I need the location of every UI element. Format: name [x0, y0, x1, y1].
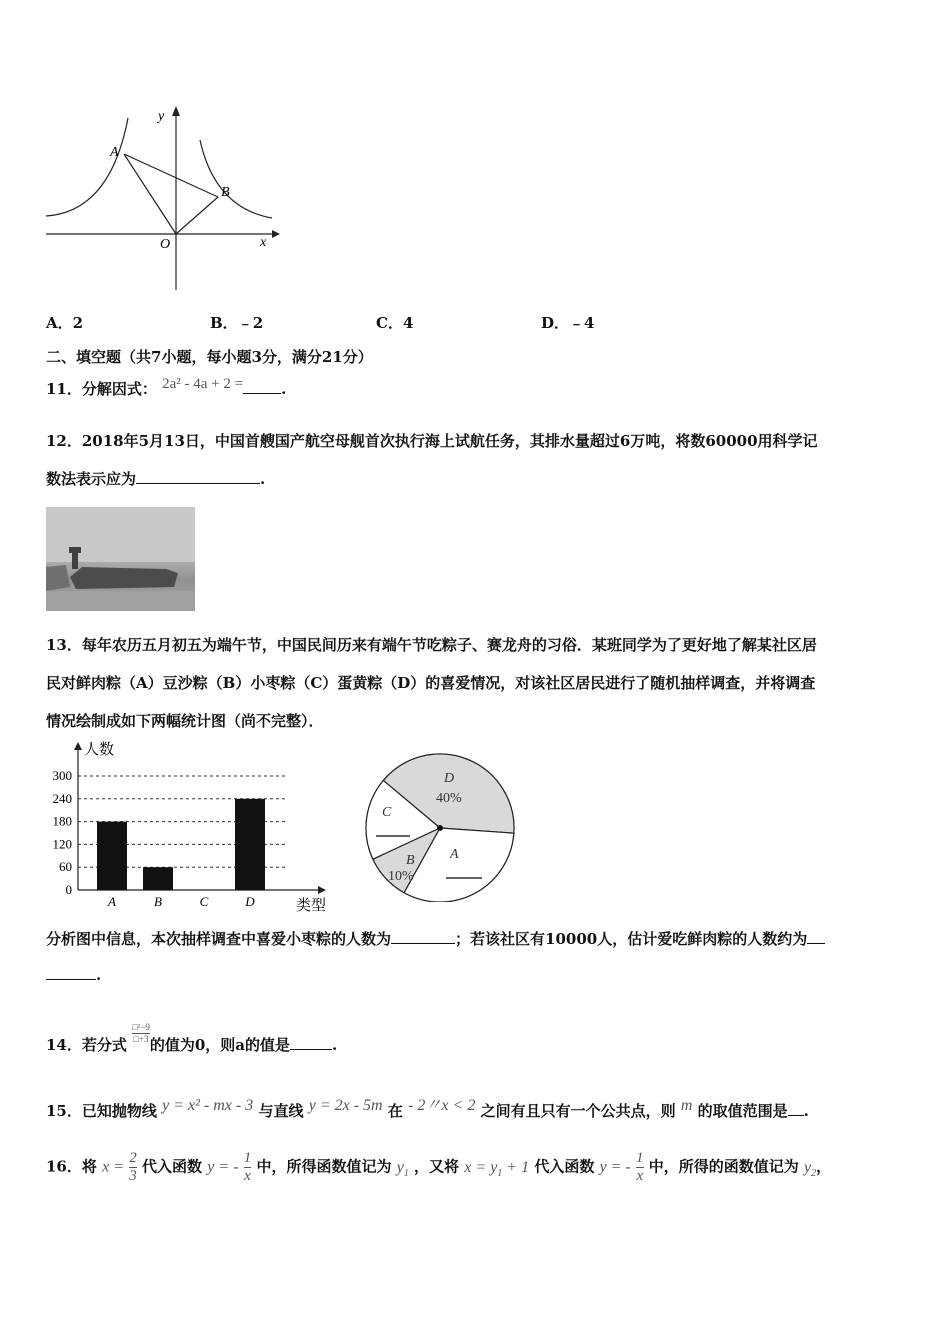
pie-chart: [360, 752, 525, 902]
q13-blank-2a[interactable]: [807, 943, 825, 944]
q13-analysis-cont: .: [46, 966, 101, 984]
q11-expression: 2a² - 4a + 2 =: [162, 376, 244, 392]
label-A: A: [450, 847, 459, 862]
point-a-label: A: [110, 145, 119, 160]
label-B-percent: 10%: [388, 869, 414, 884]
left-branch-curve: [46, 118, 128, 216]
q15-m: m: [680, 1097, 693, 1114]
y-axis-arrow: [172, 106, 180, 116]
q13-blank-1[interactable]: [391, 943, 455, 944]
label-C: C: [382, 805, 392, 820]
label-B: B: [406, 853, 415, 868]
q13-line-3: 情况绘制成如下两幅统计图（尚不完整）．: [46, 712, 324, 730]
y-tick-label: 300: [52, 768, 72, 783]
q13-line-2: 民对鲜肉粽（A）豆沙粽（B）小枣粽（C）蛋黄粽（D）的喜爱情况，对该社区居民进行了随机抽样调查，并将调查: [46, 674, 816, 692]
y-axis-label: 人数: [84, 740, 115, 758]
bar-B: [143, 867, 173, 890]
question-16: 16．将 x = $\frac{2}{3}$ 代入函数 y = - $\frac{1}{x}$ 中，所得函数值记为 $y_1$ ，又将 $x = y_1 + 1$ 代入函数 y = - $\frac{1}{x}$ 中，所得的函数值记为 $y_2$，: [46, 1150, 832, 1184]
option-c[interactable]: C．4: [376, 314, 414, 332]
y-tick-label: 60: [59, 859, 72, 875]
x-axis-arrow: [318, 886, 326, 894]
q15-line: y = 2x - 5m: [308, 1097, 383, 1114]
q16-fraction-2-3: $\frac{2}{3}$: [129, 1150, 137, 1184]
option-a[interactable]: A．2: [46, 314, 84, 332]
y-tick-label: 240: [52, 790, 72, 806]
x-tick-label: A: [108, 894, 116, 909]
x-label: x: [260, 235, 267, 250]
segment-ob: [176, 197, 218, 234]
carrier-photo-drawing: [46, 507, 195, 611]
q15-interval: - 2〃x < 2: [408, 1097, 476, 1114]
x-axis-arrow: [272, 230, 280, 238]
x-tick-label: B: [154, 894, 162, 909]
y-axis-arrow: [74, 742, 82, 750]
bar-A: [97, 822, 127, 890]
label-D: D: [444, 771, 455, 786]
q13-analysis: 分析图中信息，本次抽样调查中喜爱小枣粽的人数为 ；若该社区有10000人，估计爱吃鲜肉粽的人数约为: [46, 928, 825, 949]
q16-fraction-1-x-second: $\frac{1}{x}$: [636, 1150, 644, 1184]
y-label: y: [158, 109, 165, 124]
q15-answer-blank[interactable]: [788, 1115, 804, 1116]
y-tick-label: 180: [52, 813, 72, 829]
q12-line-2: 数法表示应为 .: [46, 470, 266, 488]
x-tick-label: C: [199, 894, 209, 909]
q14-fraction: $\frac{\text{□²−9}}{□+3}$: [132, 1022, 150, 1044]
q14-answer-blank[interactable]: [290, 1049, 332, 1050]
y-tick-label: 120: [52, 836, 72, 852]
q16-fraction-1-x: $\frac{1}{x}$: [243, 1150, 252, 1184]
point-b-label: B: [221, 185, 230, 200]
question-14: 14．若分式 $\frac{\text{□²−9}}{□+3}$ 的值为0，则a的值是 .: [46, 1022, 338, 1054]
origin-label: O: [160, 237, 171, 252]
q13-blank-2b[interactable]: [46, 979, 96, 980]
q11-answer-blank[interactable]: [243, 393, 281, 394]
y-tick-label: 0: [65, 882, 72, 897]
q15-parabola: y = x² - mx - 3: [162, 1097, 254, 1114]
q12-answer-blank[interactable]: [136, 483, 260, 484]
question-15: 15．已知抛物线 y = x² - mx - 3 与直线 y = 2x - 5m 在 - 2〃x < 2 之间有且只有一个公共点，则 m 的取值范围是 .: [46, 1097, 809, 1120]
function-graph: [40, 100, 280, 295]
x-tick-label: D: [245, 894, 255, 909]
q12-line-1: 12．2018年5月13日，中国首艘国产航空母舰首次执行海上试航任务，其排水量超过6万吨，将数60000用科学记: [46, 432, 818, 450]
right-branch-curve: [200, 140, 272, 218]
q13-line-1: 13．每年农历五月初五为端午节，中国民间历来有端午节吃粽子、赛龙舟的习俗．某班同学为了更好地了解某社区居: [46, 636, 817, 654]
bar-chart: [40, 738, 330, 913]
x-axis-label: 类型: [296, 896, 327, 913]
section-heading: 二、填空题（共7小题，每小题3分，满分21分）: [46, 348, 373, 366]
label-D-percent: 40%: [436, 791, 462, 806]
option-d[interactable]: D．﹣4: [541, 314, 595, 332]
option-b[interactable]: B．﹣2: [210, 314, 264, 332]
bar-D: [235, 799, 265, 890]
question-11: 11．分解因式： 2a² - 4a + 2 = .: [46, 376, 287, 398]
aircraft-carrier-photo: [46, 507, 195, 611]
pie-center: [437, 825, 443, 831]
